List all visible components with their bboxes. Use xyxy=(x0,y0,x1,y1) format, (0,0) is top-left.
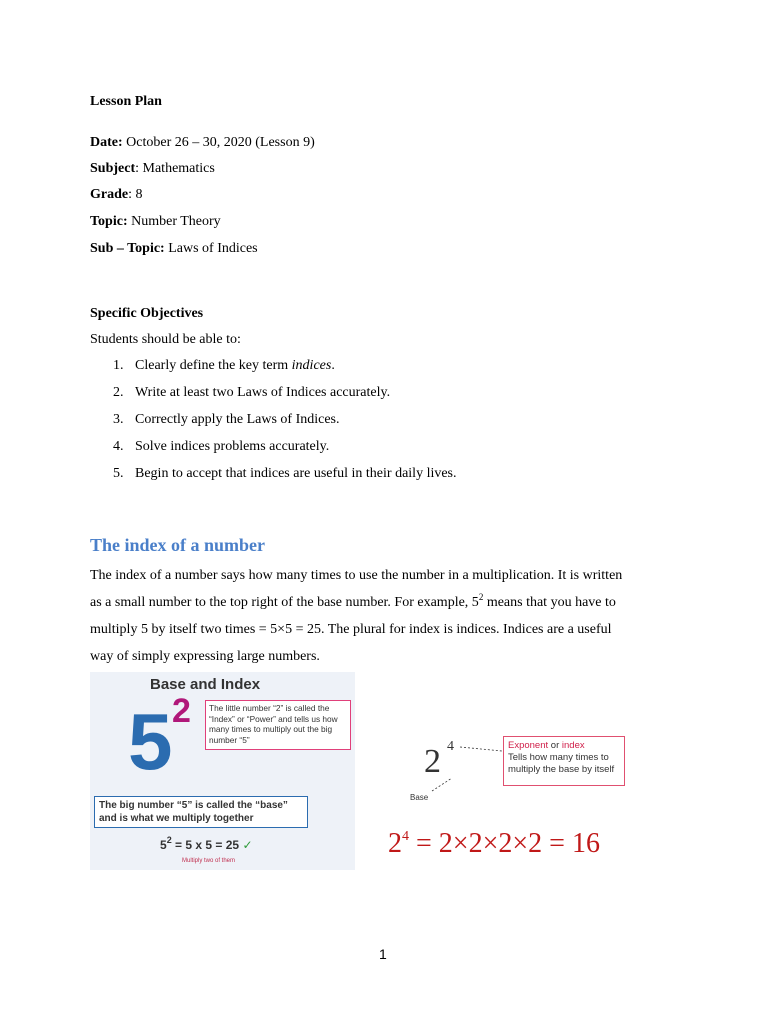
objective-text-end: . xyxy=(331,358,335,373)
label-exponent: Exponent xyxy=(508,740,549,751)
exponent-note-box xyxy=(503,736,625,786)
field-topic xyxy=(90,213,221,231)
paragraph-text: as a small number to the top right of the base number. For example, 5 xyxy=(90,595,479,610)
big-base-number: 5 xyxy=(128,697,173,786)
objectives-heading: Specific Objectives xyxy=(90,306,204,321)
objective-text: Solve indices problems accurately. xyxy=(135,439,330,454)
objective-emphasis: indices xyxy=(291,358,332,373)
label-desc: Tells how many times to multiply the base by itself xyxy=(508,752,615,775)
objective-number: 5. xyxy=(113,466,124,481)
eqn-rest: = 2×2×2×2 = 16 xyxy=(409,828,600,859)
page-number: 1 xyxy=(379,946,387,962)
objective-number: 3. xyxy=(113,412,124,427)
superscript: 2 xyxy=(478,592,484,602)
paragraph-line xyxy=(90,594,680,612)
paragraph-line: way of simply expressing large numbers. xyxy=(90,649,320,664)
field-value: Number Theory xyxy=(127,214,221,229)
field-value: Laws of Indices xyxy=(164,241,258,256)
field-label: Subject xyxy=(90,161,136,176)
objective-text: Clearly define the key term xyxy=(135,358,292,373)
field-subject xyxy=(90,160,215,178)
label-index: index xyxy=(561,740,585,751)
exponent-digit: 4 xyxy=(447,739,454,754)
objective-number: 2. xyxy=(113,385,124,400)
eq-sup: 2 xyxy=(166,835,172,845)
index-note-box: The little number “2” is called the “Index” or “Power” and tells us how many times to multiply out the big number “5” xyxy=(205,700,351,750)
field-grade xyxy=(90,186,143,204)
field-value: October 26 – 30, 2020 (Lesson 9) xyxy=(122,135,315,150)
field-subtopic xyxy=(90,240,258,258)
field-label: Topic: xyxy=(90,214,128,229)
paragraph-line: multiply 5 by itself two times = 5×5 = 25. The plural for index is indices. Indices are a useful xyxy=(90,622,612,637)
base-digit: 2 xyxy=(424,743,441,780)
field-label: Date: xyxy=(90,135,123,150)
objective-item xyxy=(113,384,390,402)
field-label: Sub – Topic: xyxy=(90,241,165,256)
eqn-base: 2 xyxy=(388,828,402,859)
objective-item xyxy=(113,411,340,429)
objective-text: Begin to accept that indices are useful in their daily lives. xyxy=(135,466,457,481)
objective-number: 1. xyxy=(113,358,124,373)
multiply-note: Multiply two of them xyxy=(182,858,236,864)
eqn-sup: 4 xyxy=(402,829,409,844)
figure-equation xyxy=(160,835,253,852)
objectives-intro: Students should be able to: xyxy=(90,332,241,347)
expanded-equation xyxy=(388,828,600,860)
objective-text: Correctly apply the Laws of Indices. xyxy=(135,412,340,427)
lesson-title: Lesson Plan xyxy=(90,94,162,109)
eq-rest: = 5 x 5 = 25 xyxy=(171,838,243,852)
base-note-box: The big number “5” is called the “base” and is what we multiply together xyxy=(94,796,308,828)
field-value: : Mathematics xyxy=(135,161,215,176)
exponent-figure xyxy=(380,733,660,873)
paragraph-text: means that you have to xyxy=(483,595,616,610)
section-heading: The index of a number xyxy=(90,535,266,555)
field-date xyxy=(90,134,315,152)
objective-number: 4. xyxy=(113,439,124,454)
base-label: Base xyxy=(410,793,429,802)
label-or: or xyxy=(548,740,562,751)
base-and-index-figure xyxy=(90,672,355,870)
objective-item xyxy=(113,465,457,483)
check-icon: ✓ xyxy=(242,838,253,852)
paragraph-line: The index of a number says how many times to use the number in a multiplication. It is written xyxy=(90,568,623,583)
objective-item xyxy=(113,438,329,456)
objective-item xyxy=(113,357,335,375)
field-value: : 8 xyxy=(128,187,143,202)
figure-title: Base and Index xyxy=(150,676,261,693)
eq-base: 5 xyxy=(160,838,167,852)
objective-text: Write at least two Laws of Indices accurately. xyxy=(135,385,391,400)
big-index-number: 2 xyxy=(172,692,191,730)
field-label: Grade xyxy=(90,187,129,202)
